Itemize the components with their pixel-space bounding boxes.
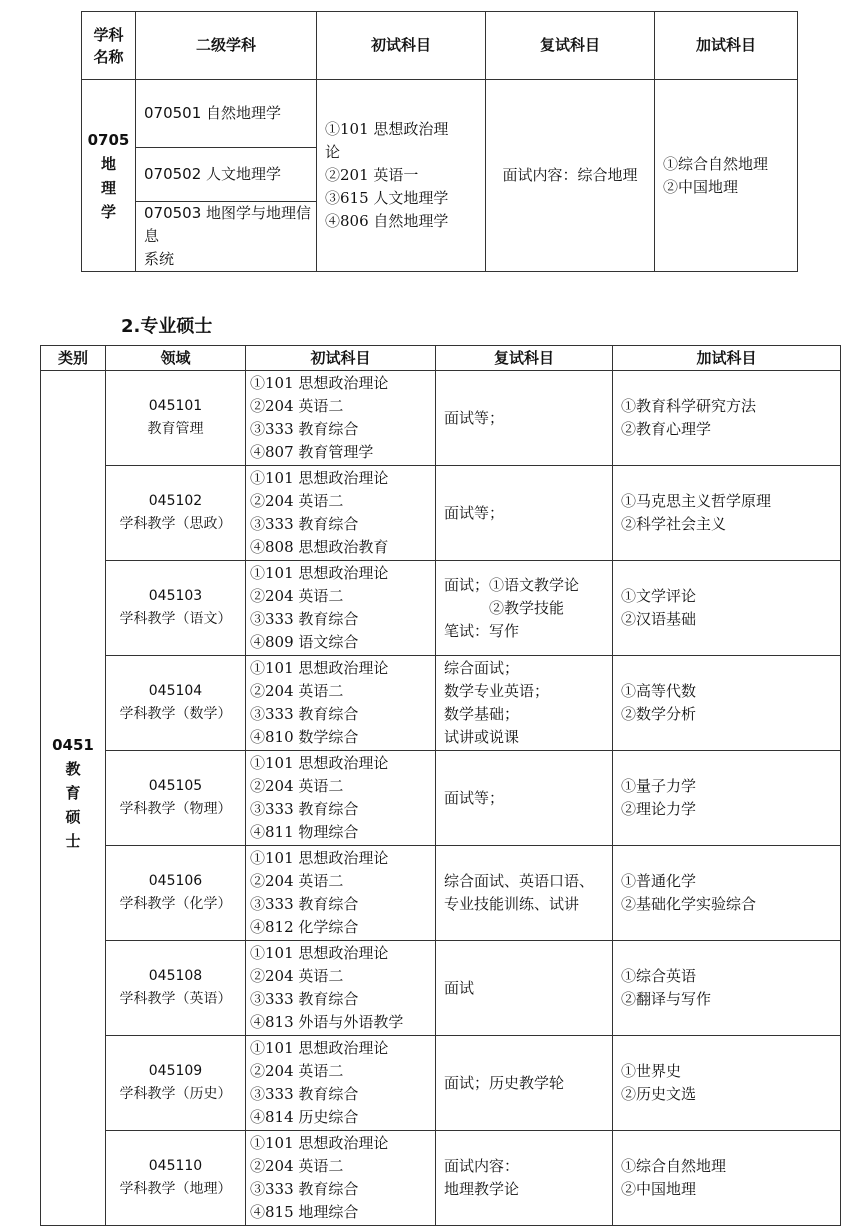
extra-exam-cell: ①文学评论 ②汉语基础 — [613, 561, 841, 656]
retest-cell: 综合面试； 数学专业英语； 数学基础； 试讲或说课 — [436, 656, 613, 751]
retest-cell: 面试等； — [436, 751, 613, 846]
field-code: 045101 — [148, 398, 203, 414]
academic-master-table — [81, 11, 798, 272]
table-row — [41, 1131, 841, 1226]
category-label: 0451 教 育 硕 士 — [41, 371, 106, 1226]
sub-discipline-cell: 070501 自然地理学 — [136, 80, 317, 148]
extra-exam-cell: ①教育科学研究方法 ②教育心理学 — [613, 371, 841, 466]
field-name: 学科教学（思政） — [119, 516, 232, 532]
field-name: 学科教学（物理） — [119, 801, 232, 817]
header-category: 类别 — [41, 346, 106, 371]
retest-cell: 面试等； — [436, 466, 613, 561]
extra-exam-cell: ①高等代数 ②数学分析 — [613, 656, 841, 751]
field-cell — [106, 1131, 246, 1226]
field-cell — [106, 656, 246, 751]
header-retest: 复试科目 — [436, 346, 613, 371]
retest-cell: 面试等； — [436, 371, 613, 466]
header-initial-exam: 初试科目 — [317, 12, 486, 80]
field-code: 045103 — [148, 588, 203, 604]
retest-cell: 面试内容：综合地理 — [486, 80, 655, 272]
extra-exam-cell: ①综合自然地理 ②中国地理 — [613, 1131, 841, 1226]
initial-exam-cell: ①101 思想政治理论 ②204 英语二 ③333 教育综合 ④815 地理综合 — [246, 1131, 436, 1226]
field-name: 教育管理 — [147, 421, 204, 437]
field-name: 学科教学（英语） — [119, 991, 232, 1007]
table-row — [41, 751, 841, 846]
field-code: 045102 — [148, 493, 203, 509]
table-row — [41, 846, 841, 941]
field-name: 学科教学（地理） — [119, 1181, 232, 1197]
field-cell — [106, 561, 246, 656]
retest-cell: 面试；历史教学轮 — [436, 1036, 613, 1131]
header-sub-discipline: 二级学科 — [136, 12, 317, 80]
table-row — [41, 1036, 841, 1131]
section-heading: 2.专业硕士 — [121, 316, 213, 337]
extra-exam-cell: ①量子力学 ②理论力学 — [613, 751, 841, 846]
extra-exam-cell: ①综合自然地理 ②中国地理 — [655, 80, 798, 272]
field-code: 045109 — [148, 1063, 203, 1079]
table-row — [41, 941, 841, 1036]
initial-exam-cell: ①101 思想政治理论 ②204 英语二 ③333 教育综合 ④811 物理综合 — [246, 751, 436, 846]
field-cell — [106, 846, 246, 941]
extra-exam-cell: ①综合英语 ②翻译与写作 — [613, 941, 841, 1036]
professional-master-table — [40, 345, 841, 1226]
field-code: 045108 — [148, 968, 203, 984]
retest-cell: 面试 — [436, 941, 613, 1036]
field-name: 学科教学（数学） — [119, 706, 232, 722]
field-name: 学科教学（化学） — [119, 896, 232, 912]
field-name: 学科教学（语文） — [119, 611, 232, 627]
header-initial-exam: 初试科目 — [246, 346, 436, 371]
field-cell — [106, 941, 246, 1036]
field-code: 045106 — [148, 873, 203, 889]
initial-exam-cell: ①101 思想政治理论 ②204 英语二 ③333 教育综合 ④808 思想政治教育 — [246, 466, 436, 561]
field-code: 045104 — [148, 683, 203, 699]
table-row — [41, 561, 841, 656]
initial-exam-cell: ①101 思想政治理论 ②204 英语二 ③333 教育综合 ④812 化学综合 — [246, 846, 436, 941]
initial-exam-cell: ①101 思想政治理论 ②204 英语二 ③333 教育综合 ④813 外语与外语教学 — [246, 941, 436, 1036]
field-cell — [106, 751, 246, 846]
field-cell — [106, 466, 246, 561]
header-extra-exam: 加试科目 — [613, 346, 841, 371]
table-row — [41, 371, 841, 466]
header-discipline-name: 学科 名称 — [82, 12, 136, 80]
sub-discipline-cell: 070503 地图学与地理信息 系统 — [136, 202, 317, 272]
extra-exam-cell: ①马克思主义哲学原理 ②科学社会主义 — [613, 466, 841, 561]
header-field: 领域 — [106, 346, 246, 371]
initial-exam-cell: ①101 思想政治理论 ②204 英语二 ③333 教育综合 ④809 语文综合 — [246, 561, 436, 656]
field-cell — [106, 371, 246, 466]
discipline-label: 0705 地 理 学 — [82, 80, 136, 272]
retest-cell: 面试内容： 地理教学论 — [436, 1131, 613, 1226]
table-row — [41, 466, 841, 561]
field-cell — [106, 1036, 246, 1131]
retest-cell: 综合面试、英语口语、 专业技能训练、试讲 — [436, 846, 613, 941]
initial-exam-cell: ①101 思想政治理论 ②204 英语二 ③333 教育综合 ④810 数学综合 — [246, 656, 436, 751]
header-retest: 复试科目 — [486, 12, 655, 80]
field-code: 045110 — [148, 1158, 203, 1174]
initial-exam-cell: ①101 思想政治理 论 ②201 英语一 ③615 人文地理学 ④806 自然地理学 — [317, 80, 486, 272]
table-row — [41, 656, 841, 751]
header-extra-exam: 加试科目 — [655, 12, 798, 80]
initial-exam-cell: ①101 思想政治理论 ②204 英语二 ③333 教育综合 ④807 教育管理学 — [246, 371, 436, 466]
sub-discipline-cell: 070502 人文地理学 — [136, 148, 317, 202]
field-code: 045105 — [148, 778, 203, 794]
retest-cell: 面试；①语文教学论 ②教学技能 笔试：写作 — [436, 561, 613, 656]
extra-exam-cell: ①普通化学 ②基础化学实验综合 — [613, 846, 841, 941]
initial-exam-cell: ①101 思想政治理论 ②204 英语二 ③333 教育综合 ④814 历史综合 — [246, 1036, 436, 1131]
extra-exam-cell: ①世界史 ②历史文选 — [613, 1036, 841, 1131]
field-name: 学科教学（历史） — [119, 1086, 232, 1102]
